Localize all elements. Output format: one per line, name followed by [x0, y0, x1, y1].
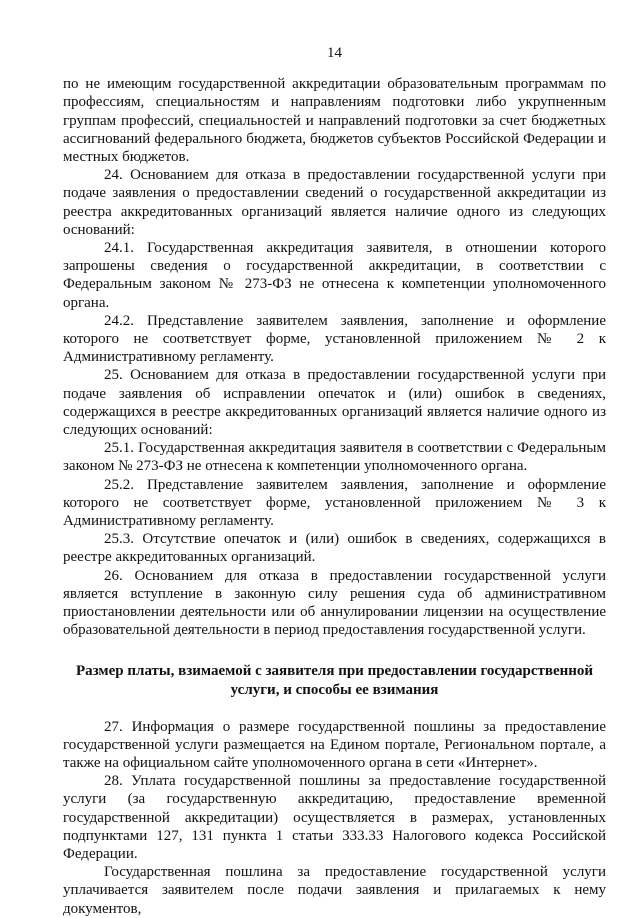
paragraph-25-3: 25.3. Отсутствие опечаток и (или) ошибок в сведениях, содержащихся в реестре аккредитованных организаций.: [63, 531, 606, 566]
paragraph-fee-payment: Государственная пошлина за предоставление государственной услуги уплачивается заявителем после подачи заявления и прилагаемых к нему документов,: [63, 864, 606, 917]
page-number: 14: [327, 45, 342, 61]
paragraph-24: 24. Основанием для отказа в предоставлении государственной услуги при подаче заявления о предоставлении сведений о государственной аккредитации из реестра аккредитованных организаций является наличие одного из следующих оснований:: [63, 167, 606, 238]
paragraph-24-2: 24.2. Представление заявителем заявления, заполнение и оформление которого не соответствует форме, установленной приложением № 2 к Административному регламенту.: [63, 312, 606, 366]
paragraph-27: 27. Информация о размере государственной пошлины за предоставление государственной услуги размещается на Едином портале, Региональном портале, а также на официальном сайте уполномоченного органа в сети «Интернет».: [63, 718, 606, 771]
paragraph-28: 28. Уплата государственной пошлины за предоставление государственной услуги (за государственную аккредитацию, предоставление временной государственной аккредитации) осуществляется в размерах, установленных подпунктами 127, 131 пункта 1 статьи 333.33 Налогового кодекса Российской Федерации.: [63, 773, 606, 862]
paragraph-25-1: 25.1. Государственная аккредитация заявителя в соответствии с Федеральным законом № 273-ФЗ не отнесена к компетенции уполномоченного органа.: [63, 440, 606, 475]
paragraphs-before: [63, 75, 606, 639]
paragraph-continuation: по не имеющим государственной аккредитации образовательным программам по профессиям, специальностям и направлениям подготовки либо укрупненным группам профессий, специальностей и направлений подготовки за счет бюджетных ассигнований федерального бюджета, бюджетов субъектов Российской Федерации и местных бюджетов.: [63, 76, 606, 166]
paragraphs-after: [63, 718, 606, 918]
paragraph-25-2: 25.2. Представление заявителем заявления, заполнение и оформление которого не соответствует форме, установленной приложением № 3 к Административному регламенту.: [63, 476, 606, 530]
section-heading: Размер платы, взимаемой с заявителя при предоставлении государственной услуги, и способы ее взимания: [75, 662, 594, 698]
paragraph-26: 26. Основанием для отказа в предоставлении государственной услуги является вступление в законную силу решения суда об административном приостановлении деятельности или об аннулировании лицензии на осуществление образовательной деятельности в период предоставления государственной услуги.: [63, 567, 606, 639]
paragraph-25: 25. Основанием для отказа в предоставлении государственной услуги при подаче заявления об исправлении опечаток и (или) ошибок в сведениях, содержащихся в реестре аккредитованных организаций является наличие одного из следующих оснований:: [63, 367, 606, 439]
paragraph-24-1: 24.1. Государственная аккредитация заявителя, в отношении которого запрошены сведения о государственной аккредитации, в соответствии с Федеральным законом № 273-ФЗ не отнесена к компетенции уполномоченного органа.: [63, 240, 606, 311]
